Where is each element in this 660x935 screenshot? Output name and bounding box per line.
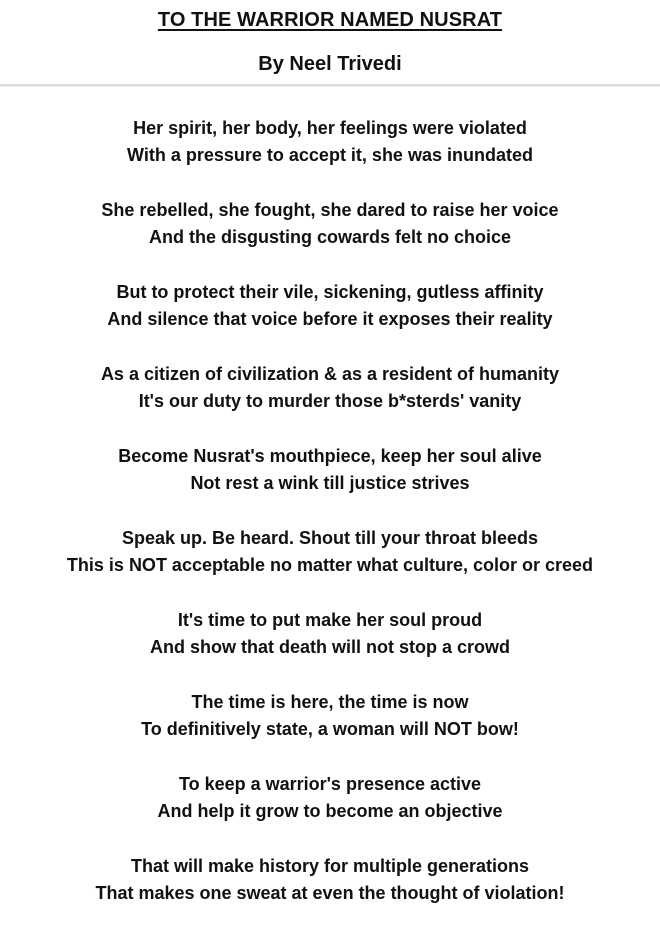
poem-body <box>0 115 660 935</box>
poem-line: To definitively state, a woman will NOT bow! <box>141 719 519 739</box>
stanza <box>0 115 660 197</box>
stanza <box>0 525 660 607</box>
poem-line: Speak up. Be heard. Shout till your throat bleeds <box>121 528 539 548</box>
poem-author: By Neel Trivedi <box>258 53 402 75</box>
poem-line: To keep a warrior's presence active <box>178 774 482 794</box>
stanza <box>0 607 660 689</box>
poem-line: And silence that voice before it exposes their reality <box>107 309 553 329</box>
stanza <box>0 279 660 361</box>
poem-line: That makes one sweat at even the thought of violation! <box>95 883 565 903</box>
poem-line: Not rest a wink till justice strives <box>190 473 470 493</box>
stanza <box>0 443 660 525</box>
poem-line: It's our duty to murder those b*sterds' vanity <box>138 391 522 411</box>
poem-line: This is NOT acceptable no matter what culture, color or creed <box>66 555 594 575</box>
poem-line: Her spirit, her body, her feelings were violated <box>133 118 527 138</box>
poem-line: And help it grow to become an objective <box>157 801 503 821</box>
poem-line: That will make history for multiple generations <box>130 856 530 876</box>
poem-line: As a citizen of civilization & as a resident of humanity <box>100 364 560 384</box>
poem-line: But to protect their vile, sickening, gutless affinity <box>116 282 544 302</box>
poem-line: With a pressure to accept it, she was inundated <box>127 145 533 165</box>
poem-title: TO THE WARRIOR NAMED NUSRAT <box>157 9 503 31</box>
poem-header <box>0 0 660 86</box>
poem-line: The time is here, the time is now <box>191 692 469 712</box>
poem-line: She rebelled, she fought, she dared to raise her voice <box>101 200 559 220</box>
poem-line: It's time to put make her soul proud <box>177 610 483 630</box>
stanza <box>0 771 660 853</box>
stanza <box>0 197 660 279</box>
stanza <box>0 361 660 443</box>
poem-line: And show that death will not stop a crowd <box>150 637 510 657</box>
stanza <box>0 689 660 771</box>
poem-line: And the disgusting cowards felt no choice <box>148 227 512 247</box>
poem-line: Become Nusrat's mouthpiece, keep her soul alive <box>118 446 542 466</box>
stanza <box>0 853 660 935</box>
